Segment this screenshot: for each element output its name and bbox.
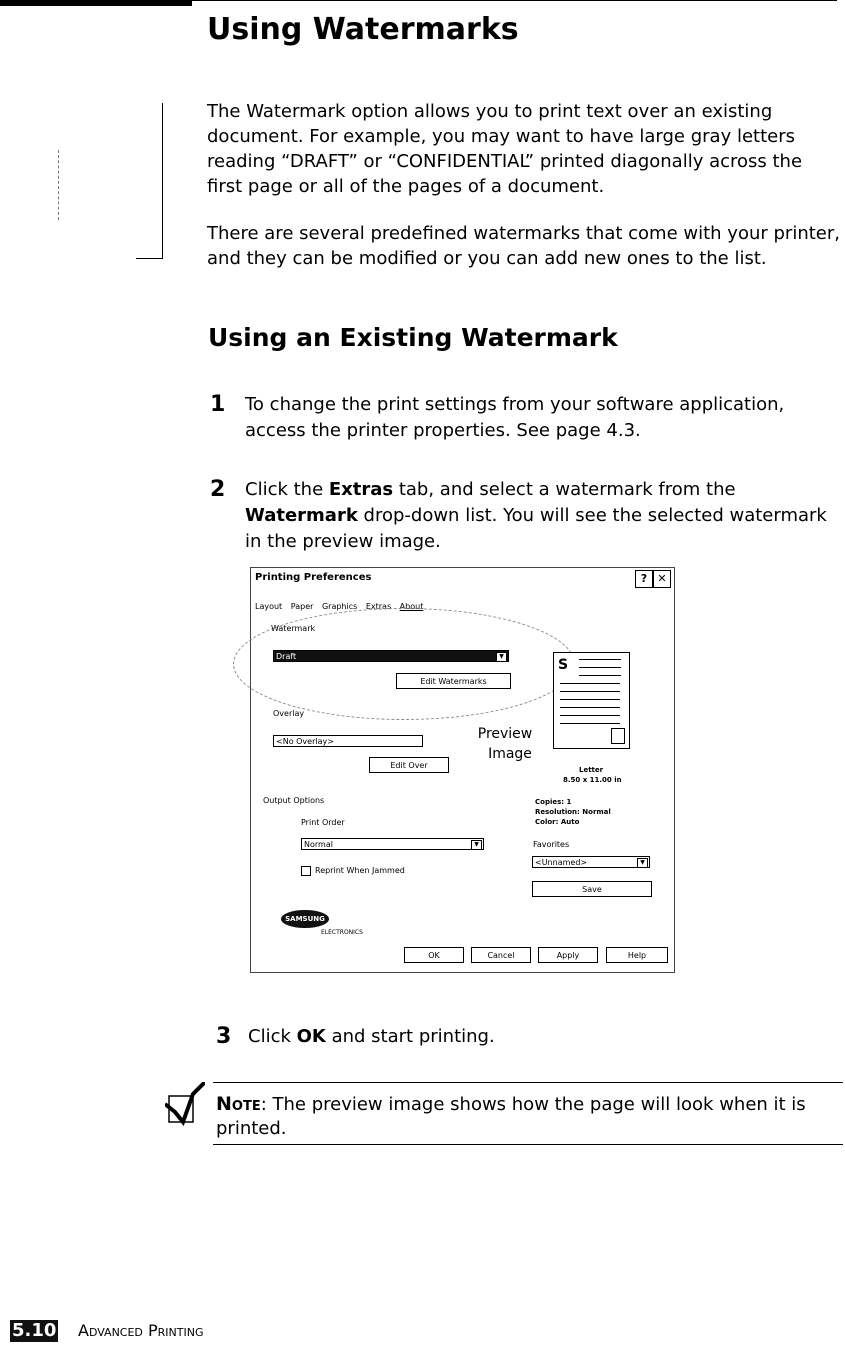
section-label: Advanced Printing [78, 1321, 204, 1340]
edit-watermarks-button[interactable]: Edit Watermarks [396, 673, 511, 689]
print-order-value: Normal [304, 840, 333, 849]
ok-button[interactable]: OK [404, 947, 464, 963]
step-number: 3 [216, 1024, 232, 1049]
preview-line [579, 675, 621, 676]
checkmark-note-icon [165, 1082, 205, 1126]
tab-graphics[interactable]: Graphics [321, 602, 358, 611]
reprint-label: Reprint When Jammed [315, 866, 405, 875]
watermark-label: Watermark [271, 624, 316, 633]
paper-size-label: Letter [579, 766, 604, 774]
printing-preferences-dialog [250, 567, 675, 973]
status-color: Color: Auto [535, 818, 580, 826]
overlay-value: <No Overlay> [276, 737, 334, 746]
samsung-logo: SAMSUNG [281, 910, 329, 928]
favorites-value: <Unnamed> [535, 858, 588, 867]
note-lead: Note [216, 1093, 261, 1115]
image-label: Image [488, 746, 532, 762]
margin-bracket-tick [136, 258, 163, 259]
preview-line [560, 683, 620, 684]
print-order-dropdown[interactable] [301, 838, 484, 850]
print-order-label: Print Order [301, 818, 345, 827]
step-text: Click OK and start printing. [248, 1026, 495, 1047]
preview-line [560, 715, 620, 716]
header-rule-thin [192, 0, 837, 1]
help-button[interactable]: Help [606, 947, 668, 963]
watermark-value: Draft [276, 652, 297, 661]
preview-line [579, 659, 621, 660]
step-text: Click the Extras tab, and select a watermark from the Watermark drop-down list. You will see the selected watermark in the preview image. [245, 479, 827, 552]
favorites-dropdown[interactable] [532, 856, 650, 868]
step-number: 1 [210, 392, 226, 417]
logo-subtitle: ELECTRONICS [321, 929, 363, 936]
margin-mark [58, 150, 60, 220]
overlay-field[interactable] [273, 735, 423, 747]
intro-paragraph-1: The Watermark option allows you to print text over an existing document. For example, you may want to have large gray letters reading “DRAFT” or “CONFIDENTIAL” printed diagonally across the first page or all of the pages of a document. [207, 101, 803, 197]
note-body: : The preview image shows how the page will look when it is printed. [216, 1094, 806, 1139]
chevron-down-icon: ▼ [471, 840, 482, 850]
cancel-button[interactable]: Cancel [471, 947, 531, 963]
status-resolution: Resolution: Normal [535, 808, 611, 816]
watermark-dropdown[interactable] [273, 650, 509, 662]
tab-about[interactable]: About [399, 602, 424, 611]
preview-line [579, 667, 621, 668]
note-rule-top [213, 1082, 843, 1083]
tab-paper[interactable]: Paper [290, 602, 314, 611]
close-icon[interactable]: ✕ [653, 570, 671, 588]
chevron-down-icon: ▼ [496, 652, 507, 662]
overlay-label: Overlay [273, 709, 305, 718]
section-heading: Using an Existing Watermark [208, 323, 618, 352]
edit-overlay-button[interactable]: Edit Over [369, 757, 449, 773]
reprint-checkbox[interactable] [301, 866, 311, 876]
note-rule-bottom [213, 1144, 843, 1145]
preview-line [560, 707, 620, 708]
preview-page [553, 652, 630, 749]
chevron-down-icon: ▼ [637, 858, 648, 868]
dialog-title: Printing Preferences [255, 572, 372, 583]
overlay-preview-icon [611, 728, 625, 744]
status-copies: Copies: 1 [535, 798, 572, 806]
page-title: Using Watermarks [207, 12, 519, 47]
margin-bracket [162, 103, 163, 258]
intro-paragraph-2: There are several predefined watermarks that come with your printer, and they can be modified or you can add new ones to the list. [207, 223, 840, 269]
step-number: 2 [210, 477, 226, 502]
page-number: 5.10 [12, 1320, 57, 1341]
watermark-preview-glyph: S [558, 657, 569, 673]
preview-line [560, 699, 620, 700]
preview-line [560, 723, 620, 724]
step-text: To change the print settings from your software application, access the printer properties. See page 4.3. [245, 394, 785, 441]
note-text [216, 1092, 841, 1141]
preview-line [560, 691, 620, 692]
paper-dimensions-label: 8.50 x 11.00 in [563, 776, 622, 784]
save-button[interactable]: Save [532, 881, 652, 897]
header-rule-thick [0, 0, 192, 6]
preview-label: Preview [477, 726, 533, 742]
tab-layout[interactable]: Layout [255, 602, 283, 611]
help-icon[interactable]: ? [635, 570, 653, 588]
apply-button[interactable]: Apply [538, 947, 598, 963]
favorites-label: Favorites [533, 840, 570, 849]
tab-extras[interactable]: Extras [365, 602, 392, 611]
output-options-label: Output Options [263, 796, 325, 805]
